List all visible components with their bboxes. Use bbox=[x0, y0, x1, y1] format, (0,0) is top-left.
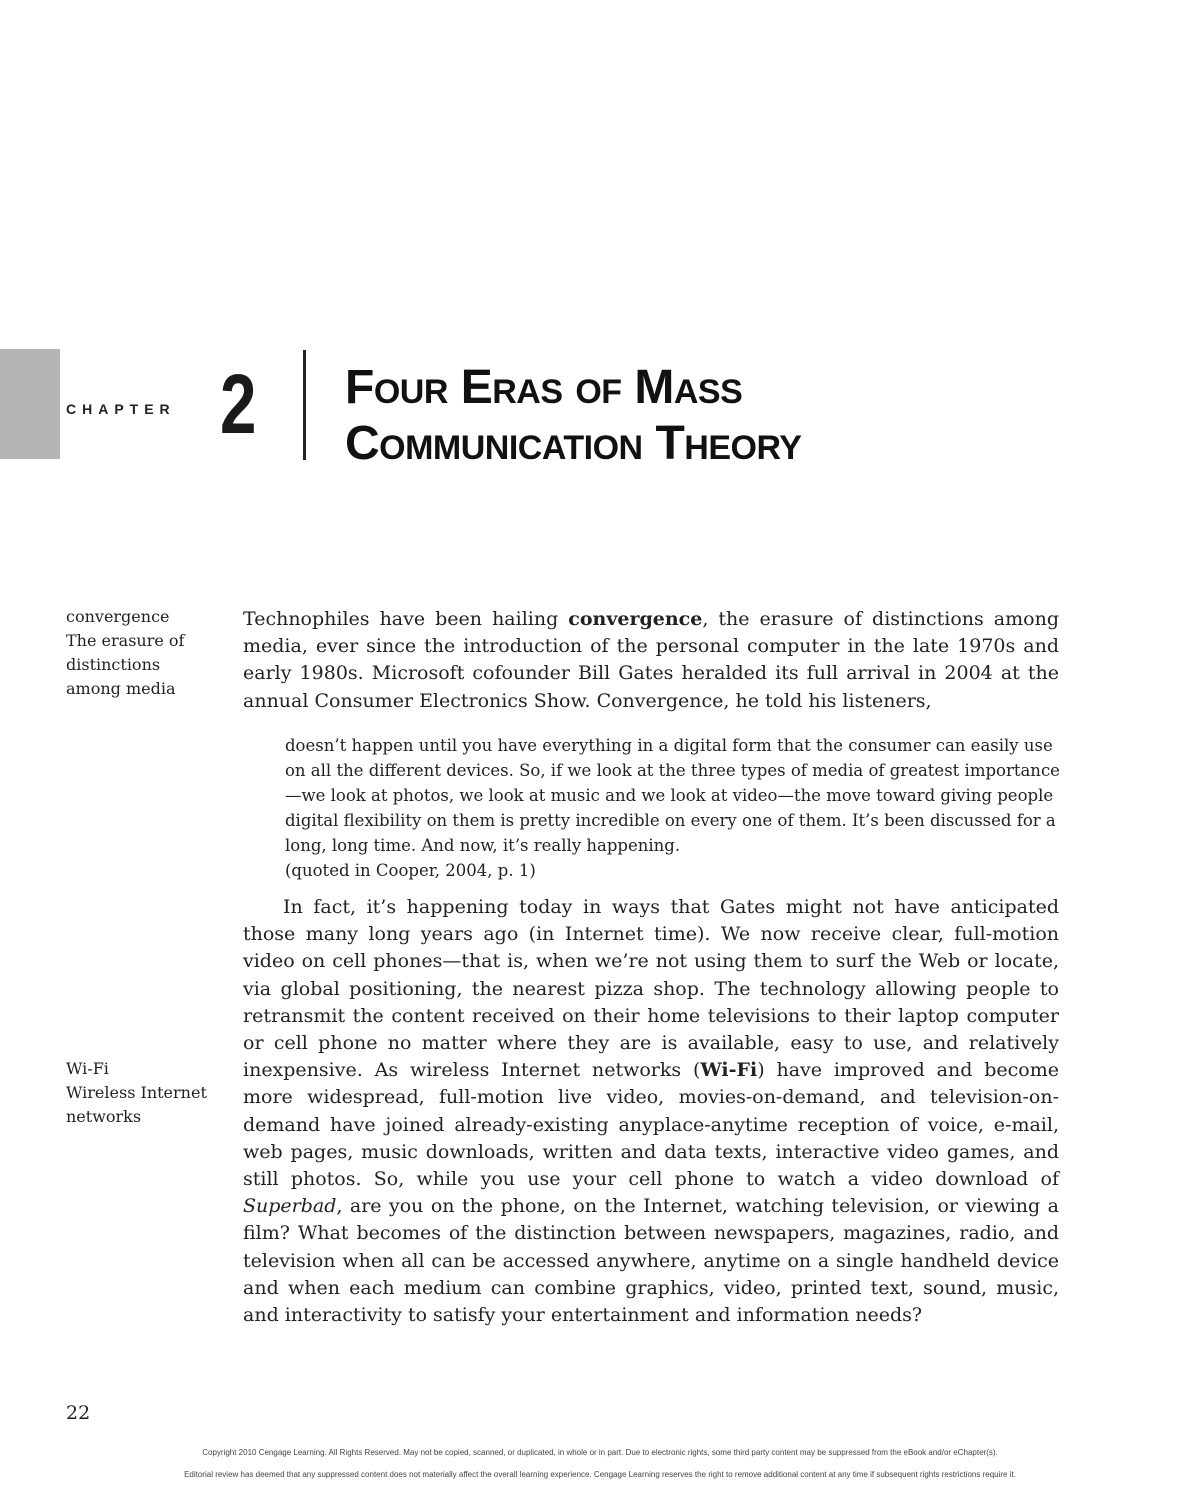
gloss-definition: Wireless Internet networks bbox=[66, 1083, 207, 1126]
chapter-title-line1: Four Eras of Mass bbox=[345, 361, 743, 414]
quote-text: doesn’t happen until you have everything in a digital form that the consumer can easily use on all the different devices. So, if we look at the three types of media of greatest importance—we look at photos, we look at music and we look at video—the move toward giving people digital flexibility on them is pretty incredible on every one of them. It’s been discussed for a long, long time. And now, it’s really happening. bbox=[285, 736, 1060, 855]
title-divider bbox=[303, 350, 306, 460]
term-convergence: convergence bbox=[568, 608, 703, 630]
gloss-term: Wi-Fi bbox=[66, 1059, 109, 1078]
p2-text-start: In fact, it’s happening today in ways that Gates might not have anticipated those many long years ago (in Internet time). We now receive clear, full-motion video on cell phones—that is, when we’re not using them to surf the Web or locate, via global positioning, the nearest pizza shop. The technology allowing people to retransmit the content received on their home televisions to their laptop computer or cell phone no matter where they are is available, easy to use, and relatively inexpensive. As wireless Internet networks ( bbox=[243, 896, 1059, 1082]
quote-citation: (quoted in Cooper, 2004, p. 1) bbox=[285, 861, 536, 880]
p2-text-middle: ) have improved and become more widespread, full-motion live video, movies-on-demand, and television-on-demand have joined already-existing anyplace-anytime reception of voice, e-mail, web pages, music downloads, written and data texts, interactive video games, and still photos. So, while you use your cell phone to watch a video download of bbox=[243, 1059, 1059, 1191]
p1-text-start: Technophiles have been hailing bbox=[243, 608, 569, 630]
body-paragraph-1 bbox=[243, 606, 1059, 715]
copyright-line-1: Copyright 2010 Cengage Learning. All Rights Reserved. May not be copied, scanned, or duplicated, in whole or in part. Due to electronic rights, some third party content may be suppressed from the eBook and/or eChapter(s). bbox=[202, 1448, 998, 1457]
chapter-title-line2: Communication Theory bbox=[345, 417, 802, 470]
block-quote bbox=[285, 733, 1060, 883]
margin-gloss-wifi bbox=[66, 1057, 216, 1129]
term-wifi: Wi-Fi bbox=[700, 1059, 758, 1082]
p1-text-end: , the erasure of distinctions among media, ever since the introduction of the personal computer in the late 1970s and early 1980s. Microsoft cofounder Bill Gates heralded its full arrival in 2004 at the annual Consumer Electronics Show. Convergence, he told his listeners, bbox=[243, 608, 1059, 712]
copyright-line-2: Editorial review has deemed that any suppressed content does not materially affect the overall learning experience. Cengage Learning reserves the right to remove additional content at any time if subsequent rights restrictions require it. bbox=[184, 1470, 1016, 1479]
chapter-number: 2 bbox=[220, 357, 257, 451]
body-paragraph-2 bbox=[243, 894, 1059, 1329]
chapter-tab bbox=[0, 349, 60, 459]
film-title: Superbad bbox=[243, 1195, 337, 1218]
chapter-label: CHAPTER bbox=[66, 401, 176, 417]
gloss-term: convergence bbox=[66, 607, 170, 626]
page-number: 22 bbox=[66, 1402, 91, 1424]
margin-gloss-convergence bbox=[66, 605, 216, 701]
chapter-title bbox=[345, 360, 801, 472]
p2-text-end: , are you on the phone, on the Internet, watching television, or viewing a film? What becomes of the distinction between newspapers, magazines, radio, and television when all can be accessed anywhere, anytime on a single handheld device and when each medium can combine graphics, video, printed text, sound, music, and interactivity to satisfy your entertainment and information needs? bbox=[243, 1195, 1059, 1327]
gloss-definition: The erasure of distinctions among media bbox=[66, 631, 185, 698]
